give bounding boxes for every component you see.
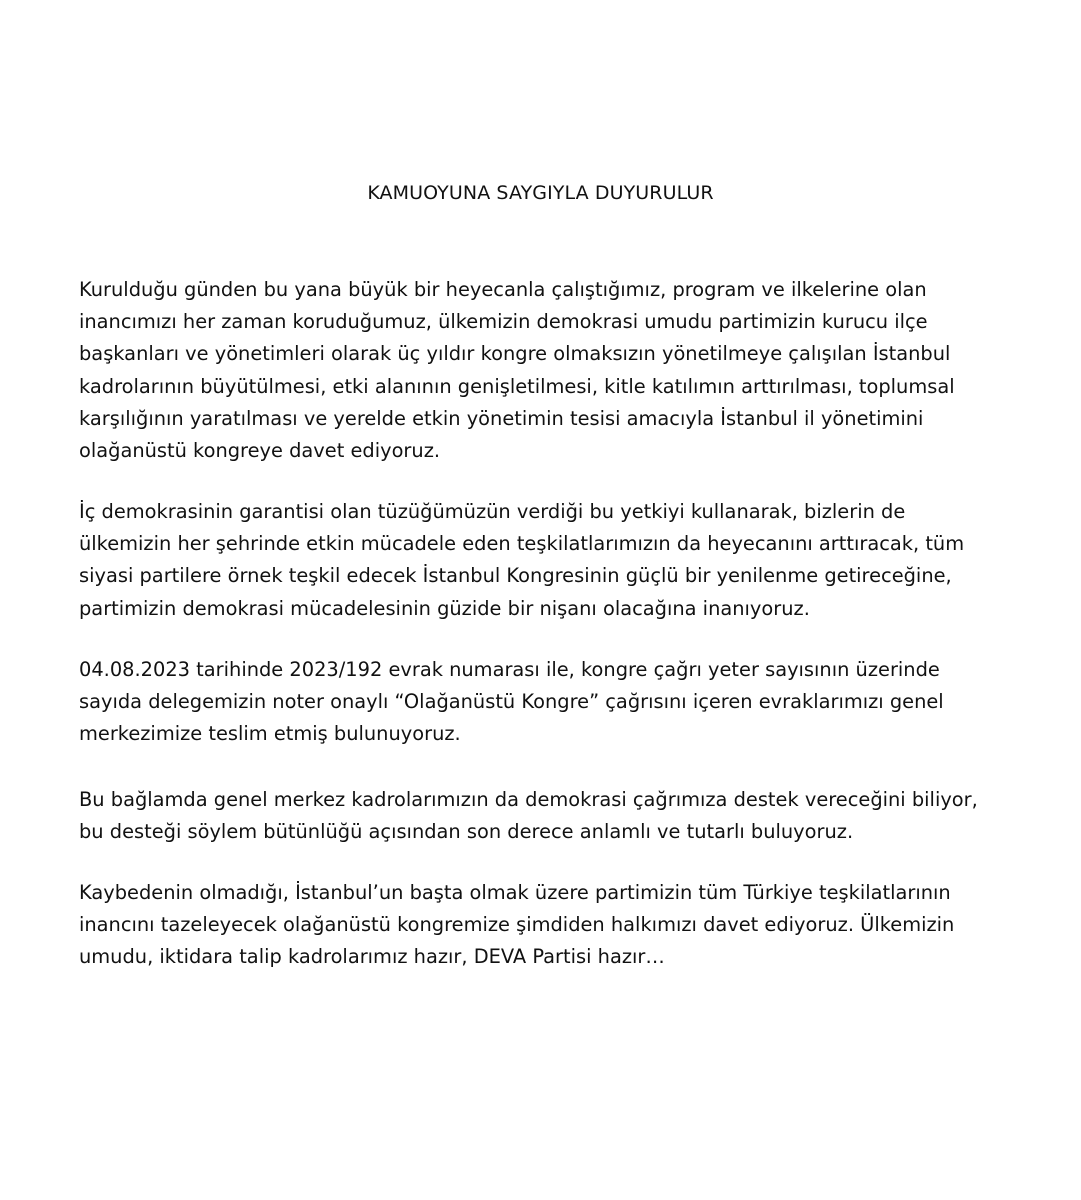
paragraph-line: inancını tazeleyecek olağanüstü kongremize şimdiden halkımızı davet ediyoruz. Ülkemizin	[79, 913, 955, 937]
document-title: KAMUOYUNA SAYGIYLA DUYURULUR	[367, 182, 714, 204]
paragraph-line: başkanları ve yönetimleri olarak üç yıldır kongre olmaksızın yönetilmeye çalışılan İstanbul	[79, 342, 951, 366]
paragraph-line: karşılığının yaratılması ve yerelde etkin yönetimin tesisi amacıyla İstanbul il yönetimini	[79, 406, 924, 430]
paragraph-line: 04.08.2023 tarihinde 2023/192 evrak numarası ile, kongre çağrı yeter sayısının üzerinde	[79, 658, 940, 681]
paragraph-line: Bu bağlamda genel merkez kadrolarımızın da demokrasi çağrımıza destek vereceğini biliyor,	[79, 788, 978, 811]
paragraph-line: merkezimize teslim etmiş bulunuyoruz.	[79, 722, 461, 746]
paragraph-line: kadrolarının büyütülmesi, etki alanının genişletilmesi, kitle katılımın arttırılması, toplumsal	[79, 374, 955, 398]
paragraph-line: siyasi partilere örnek teşkil edecek İstanbul Kongresinin güçlü bir yenilenme getireceğine,	[79, 564, 952, 588]
paragraph-4	[79, 784, 978, 848]
paragraph-line: inancımızı her zaman koruduğumuz, ülkemizin demokrasi umudu partimizin kurucu ilçe	[79, 310, 928, 334]
paragraph-2	[79, 496, 964, 625]
paragraph-3	[79, 654, 944, 751]
paragraph-line: Kaybedenin olmadığı, İstanbul’un başta olmak üzere partimizin tüm Türkiye teşkilatlarının	[79, 881, 951, 904]
paragraph-line: Kurulduğu günden bu yana büyük bir heyecanla çalıştığımız, program ve ilkelerine olan	[79, 278, 927, 301]
paragraph-line: umudu, iktidara talip kadrolarımız hazır, DEVA Partisi hazır…	[79, 945, 665, 969]
paragraph-1	[79, 274, 955, 467]
paragraph-line: İç demokrasinin garantisi olan tüzüğümüzün verdiği bu yetkiyi kullanarak, bizlerin de	[79, 500, 906, 523]
paragraph-line: olağanüstü kongreye davet ediyoruz.	[79, 439, 441, 463]
paragraph-line: sayıda delegemizin noter onaylı “Olağanüstü Kongre” çağrısını içeren evraklarımızı genel	[79, 690, 944, 714]
paragraph-line: ülkemizin her şehrinde etkin mücadele eden teşkilatlarımızın da heyecanını arttıracak, tüm	[79, 532, 965, 556]
paragraph-line: partimizin demokrasi mücadelesinin güzide bir nişanı olacağına inanıyoruz.	[79, 596, 810, 620]
paragraph-line: bu desteği söylem bütünlüğü açısından son derece anlamlı ve tutarlı buluyoruz.	[79, 820, 854, 844]
paragraph-5	[79, 877, 954, 974]
